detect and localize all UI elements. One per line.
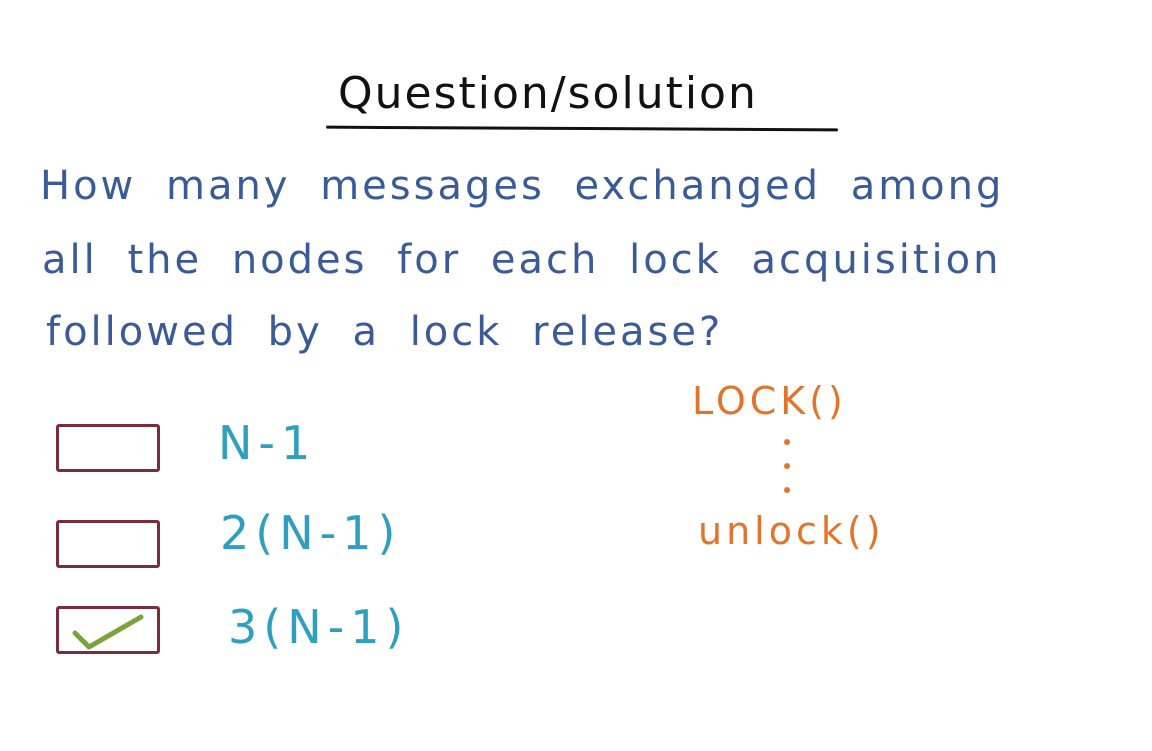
option-label-2: 2(N-1) — [220, 506, 402, 560]
checkbox-option-1[interactable] — [56, 424, 160, 472]
unlock-call: unlock() — [698, 509, 885, 553]
option-label-3: 3(N-1) — [228, 600, 410, 654]
question-line-1: How many messages exchanged among — [40, 163, 1005, 209]
page-title: Question/solution — [338, 68, 758, 119]
checkbox-option-2[interactable] — [56, 520, 160, 568]
question-line-2: all the nodes for each lock acquisition — [42, 237, 1002, 283]
question-line-3: followed by a lock release? — [46, 309, 724, 355]
vertical-ellipsis-icon — [780, 434, 794, 498]
title-underline — [326, 126, 838, 132]
checkmark-icon — [67, 609, 147, 653]
lock-call: LOCK() — [692, 379, 847, 423]
checkbox-option-3[interactable] — [56, 606, 160, 654]
option-label-1: N-1 — [218, 416, 317, 470]
